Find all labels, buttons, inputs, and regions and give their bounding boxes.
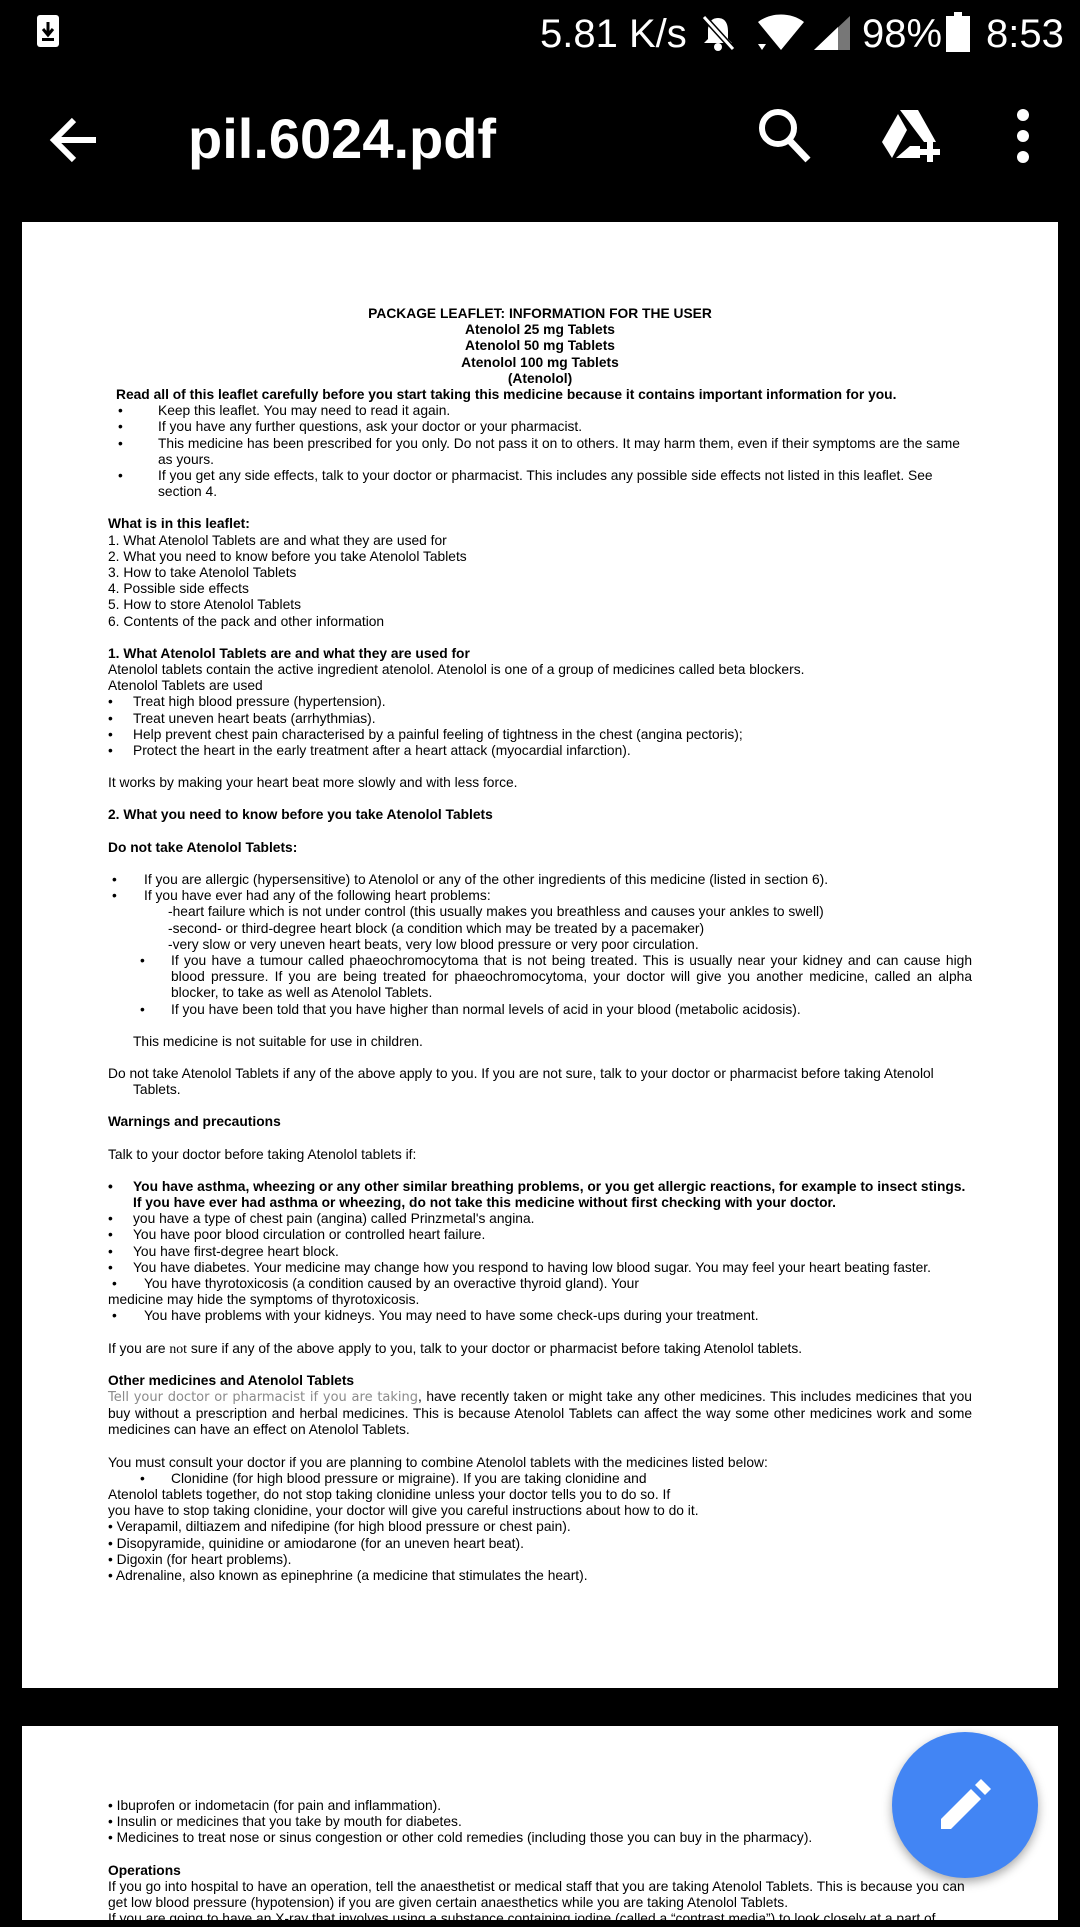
toc-item: 3. How to take Atenolol Tablets [108,565,297,581]
xray-text: If you are going to have an X-ray that involves using a substance containing iodine (called a “contrast media”) to look closely at a part of [108,1911,936,1927]
warning-text: medicine may hide the symptoms of thyrotoxicosis. [108,1292,420,1308]
warning-bullet: • You have diabetes. Your medicine may change how you respond to having low blood sugar. You may feel your heart beating faster. [108,1260,972,1276]
medicine-list-item: • Digoxin (for heart problems). [108,1551,292,1567]
read-bullet: • If you get any side effects, talk to your doctor or pharmacist. This includes any possible side effects not listed in this leaflet. See section 4. [108,468,972,500]
edit-fab-button[interactable] [892,1732,1038,1878]
toc-item: 6. Contents of the pack and other information [108,613,385,629]
use-bullet: • Treat uneven heart beats (arrhythmias). [108,711,972,727]
warning-bullet: • You have problems with your kidneys. You may need to have some check-ups during your treatment. [108,1308,972,1324]
heart-problem-item: -very slow or very uneven heart beats, very low blood pressure or very poor circulation. [168,936,699,952]
read-all-notice: Read all of this leaflet carefully before you start taking this medicine because it contains important information for you. [116,387,897,403]
leaflet-subtitle-50mg: Atenolol 50 mg Tablets [464,338,615,354]
warnings-summary: If you are not sure if any of the above apply to you, talk to your doctor or pharmacist before taking Atenolol tablets. [108,1340,803,1356]
medicine-list-item: • Disopyramide, quinidine or amiodarone (for an uneven heart beat). [108,1535,524,1551]
medicine-list-item: • Adrenaline, also known as epinephrine (a medicine that stimulates the heart). [108,1568,588,1583]
add-to-drive-icon[interactable] [880,108,944,164]
medicine-list-item: • Medicines to treat nose or sinus congestion or other cold remedies (including those you can buy in the pharmacy). [108,1830,813,1846]
cell-signal-icon [812,14,852,52]
section-1-text: Atenolol tablets contain the active ingredient atenolol. Atenolol is one of a group of medicines called beta blockers. [108,662,805,678]
medicine-list-item: • Ibuprofen or indometacin (for pain and inflammation). [108,1798,442,1813]
do-not-take-bullet: • If you have ever had any of the following heart problems: [108,888,972,904]
section-2-title: 2. What you need to know before you take Atenolol Tablets [108,807,493,823]
leaflet-subtitle-100mg: Atenolol 100 mg Tablets [461,354,619,370]
operations-text: If you go into hospital to have an operation, tell the anaesthetist or medical staff that you are taking Atenolol Tablets. This is because you can get low blood pressure (hypotension) if you are given certain anaesthetics while you are taking Atenolol Tablets. [108,1878,965,1911]
do-not-take-bullet: • If you have been told that you have higher than normal levels of acid in your blood (metabolic acidosis). [108,1002,972,1018]
page-1-content [108,306,972,1584]
pdf-page-1[interactable] [22,222,1058,1688]
medicine-list-item: • Insulin or medicines that you take by mouth for diabetes. [108,1814,462,1830]
toc-item: 4. Possible side effects [108,581,249,597]
warning-bullet: • You have poor blood circulation or controlled heart failure. [108,1227,972,1243]
section-1-text: It works by making your heart beat more slowly and with less force. [108,775,518,791]
section-1-title: 1. What Atenolol Tablets are and what they are used for [108,645,470,661]
leaflet-subtitle-generic: (Atenolol) [507,370,573,386]
document-title: pil.6024.pdf [188,107,497,170]
toc-title: What is in this leaflet: [108,516,250,532]
battery-percent: 98% [862,12,943,56]
toc-item: 5. How to store Atenolol Tablets [108,597,302,613]
do-not-take-bullet: • If you are allergic (hypersensitive) to Atenolol or any of the other ingredients of this medicine (listed in section 6). [108,872,972,888]
status-bar [0,0,1080,66]
heart-problem-item: -second- or third-degree heart block (a condition which may be treated by a pacemaker) [168,920,705,936]
network-speed: 5.81 K/s [540,12,687,56]
notifications-off-icon [700,14,736,52]
leaflet-title: PACKAGE LEAFLET: INFORMATION FOR THE USER [368,306,712,321]
medicine-list-item: • Verapamil, diltiazem and nifedipine (for high blood pressure or chest pain). [108,1519,571,1535]
do-not-take-summary: Do not take Atenolol Tablets if any of the above apply to you. If you are not sure, talk to your doctor or pharmacist before taking Atenolol Tablets. [108,1065,934,1098]
warning-bullet: • you have a type of chest pain (angina) called Prinzmetal's angina. [108,1211,972,1227]
other-medicines-text: Tell your doctor or pharmacist if you are taking, have recently taken or might take any other medicines. This includes medicines that you buy without a prescription and herbal medicines. This is because Atenolol Tablets can affect the way some other medicines work and some medicines can have an effect on Atenolol Tablets. [108,1388,972,1438]
battery-icon [946,12,970,52]
use-bullet: • Help prevent chest pain characterised by a painful feeling of tightness in the chest (angina pectoris); [108,727,972,743]
page-2-content [108,1798,972,1927]
section-1-text: Atenolol Tablets are used [108,678,263,694]
read-bullet: • If you have any further questions, ask your doctor or your pharmacist. [108,419,972,435]
warnings-title: Warnings and precautions [108,1114,281,1130]
more-options-icon[interactable] [1010,108,1036,164]
use-bullet: • Protect the heart in the early treatment after a heart attack (myocardial infarction). [108,743,972,759]
download-notification-icon [36,14,60,48]
toc-item: 2. What you need to know before you take Atenolol Tablets [108,548,467,564]
do-not-take-bullet: • If you have a tumour called phaeochromocytoma that is not being treated. This is usually near your kidney and can cause high blood pressure. If you are being treated for phaeochromocytoma, your doctor will give you another medicine, called an alpha blocker, to take as well as Atenolol Tablets. [108,953,972,1002]
app-bar [0,66,1080,220]
search-icon[interactable] [756,106,812,164]
clock: 8:53 [986,12,1064,56]
read-bullet: • Keep this leaflet. You may need to read it again. [108,403,972,419]
do-not-take-title: Do not take Atenolol Tablets: [108,839,298,855]
clonidine-text: Atenolol tablets together, do not stop taking clonidine unless your doctor tells you to do so. If [108,1486,671,1502]
clonidine-bullet: • Clonidine (for high blood pressure or migraine). If you are taking clonidine and [108,1471,972,1487]
consult-text: You must consult your doctor if you are planning to combine Atenolol tablets with the medicines listed below: [108,1454,768,1470]
toc-item: 1. What Atenolol Tablets are and what they are used for [108,532,447,548]
other-medicines-title: Other medicines and Atenolol Tablets [108,1372,355,1388]
use-bullet: • Treat high blood pressure (hypertension). [108,694,972,710]
read-bullet: • This medicine has been prescribed for you only. Do not pass it on to others. It may harm them, even if their symptoms are the same as yours. [108,436,972,468]
warning-bullet: • You have first-degree heart block. [108,1244,972,1260]
operations-title: Operations [108,1862,181,1878]
children-notice: This medicine is not suitable for use in children. [133,1033,423,1049]
back-arrow-icon[interactable] [48,114,100,166]
clonidine-text: you have to stop taking clonidine, your doctor will give you careful instructions about how to do it. [108,1503,699,1519]
warning-bullet: • You have asthma, wheezing or any other similar breathing problems, or you get allergic reactions, for example to insect stings. If you have ever had asthma or wheezing, do not take this medicine without first checking with your doctor. [108,1179,972,1211]
warnings-intro: Talk to your doctor before taking Atenolol tablets if: [108,1146,417,1162]
edit-pencil-icon [937,1777,993,1833]
leaflet-subtitle-25mg: Atenolol 25 mg Tablets [464,322,615,338]
wifi-icon [756,14,806,52]
heart-problem-item: -heart failure which is not under control (this usually makes you breathless and causes your ankles to swell) [168,904,824,920]
warning-bullet: • You have thyrotoxicosis (a condition caused by an overactive thyroid gland). Your [108,1276,972,1292]
